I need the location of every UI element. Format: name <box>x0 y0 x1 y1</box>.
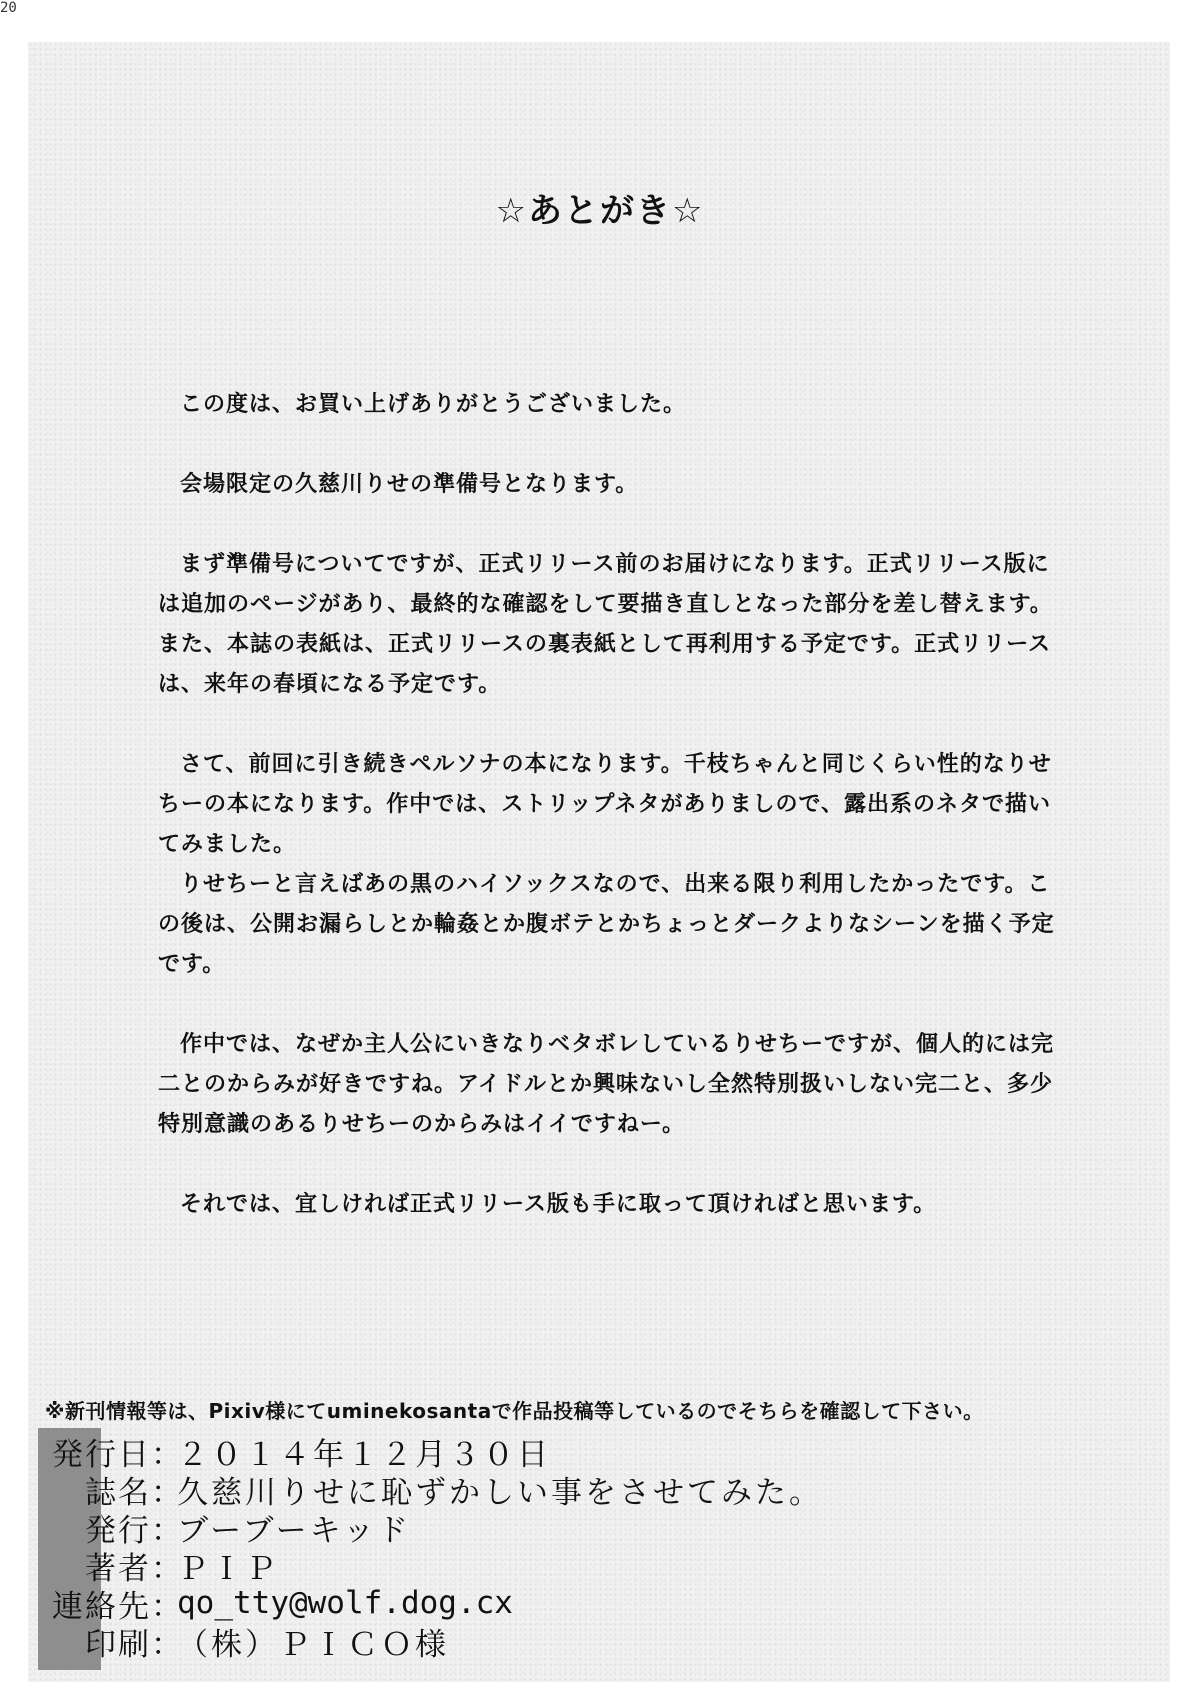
paragraph: この度は、お買い上げありがとうございました。 <box>180 392 687 417</box>
contact-email: qo_tty@wolf.dog.cx <box>177 1585 513 1621</box>
colophon-value: ＰＩＰ <box>177 1550 279 1587</box>
colophon-value: 久慈川りせに恥ずかしい事をさせてみた。 <box>177 1474 823 1511</box>
colophon-value: （株）ＰＩＣＯ様 <box>177 1626 449 1663</box>
colophon-label: 著者 <box>85 1550 151 1587</box>
colophon-separator: ： <box>151 1550 182 1587</box>
paragraph-gap <box>158 1145 1063 1185</box>
colophon-label: 発行 <box>85 1512 151 1549</box>
colophon-row-title <box>48 1470 823 1511</box>
colophon-row-author <box>48 1546 823 1587</box>
paragraph-gap <box>158 425 1063 465</box>
paragraph-gap <box>158 505 1063 545</box>
paragraph: 会場限定の久慈川りせの準備号となります。 <box>180 472 639 497</box>
paragraph-gap <box>158 705 1063 745</box>
colophon-separator: ： <box>151 1512 182 1549</box>
paragraph: 作中では、なぜか主人公にいきなりベタボレしているりせちーですが、個人的には完二とのからみが好きですね。アイドルとか興味ないし全然特別扱いしない完二と、多少特別意識のあるりせちーのからみはイイですねー。 <box>158 1032 1055 1137</box>
paragraph-gap <box>158 985 1063 1025</box>
colophon-separator: ： <box>151 1436 182 1473</box>
afterword-body <box>158 385 1063 1225</box>
new-release-note: ※新刊情報等は、Pixiv様にてuminekosantaで作品投稿等しているのでそちらを確認して下さい。 <box>45 1399 984 1423</box>
afterword-title: ☆あとがき☆ <box>495 191 705 231</box>
colophon-label: 誌名 <box>85 1474 151 1511</box>
colophon-label: 印刷 <box>85 1626 151 1663</box>
paragraph: まず準備号についてですが、正式リリース前のお届けになります。正式リリース版には追加のページがあり、最終的な確認をして要描き直しとなった部分を差し替えます。また、本誌の表紙は、正式リリースの裏表紙として再利用する予定です。正式リリースは、来年の春頃になる予定です。 <box>158 552 1053 697</box>
colophon-row-publisher <box>48 1508 823 1549</box>
paragraph: りせちーと言えばあの黒のハイソックスなので、出来る限り利用したかったです。この後は、公開お漏らしとか輪姦とか腹ボテとかちょっとダークよりなシーンを描く予定です。 <box>158 872 1055 977</box>
colophon-row-printer <box>48 1622 823 1663</box>
paragraph: さて、前回に引き続きペルソナの本になります。千枝ちゃんと同じくらい性的なりせちーの本になります。作中では、ストリップネタがありましので、露出系のネタで描いてみました。 <box>158 752 1052 857</box>
colophon-value: ブーブーキッド <box>177 1512 411 1549</box>
page-number: 20 <box>0 0 17 16</box>
paragraph: それでは、宜しければ正式リリース版も手に取って頂ければと思います。 <box>180 1192 937 1217</box>
colophon-separator: ： <box>151 1474 182 1511</box>
colophon-label: 発行日 <box>52 1436 151 1473</box>
colophon-row-contact <box>48 1584 823 1625</box>
colophon-value: ２０１４年１２月３０日 <box>177 1436 551 1473</box>
colophon-label: 連絡先 <box>52 1588 151 1625</box>
colophon-separator: ： <box>151 1626 182 1663</box>
colophon <box>48 1432 823 1663</box>
colophon-separator: ： <box>151 1588 182 1625</box>
colophon-row-date <box>48 1432 823 1473</box>
